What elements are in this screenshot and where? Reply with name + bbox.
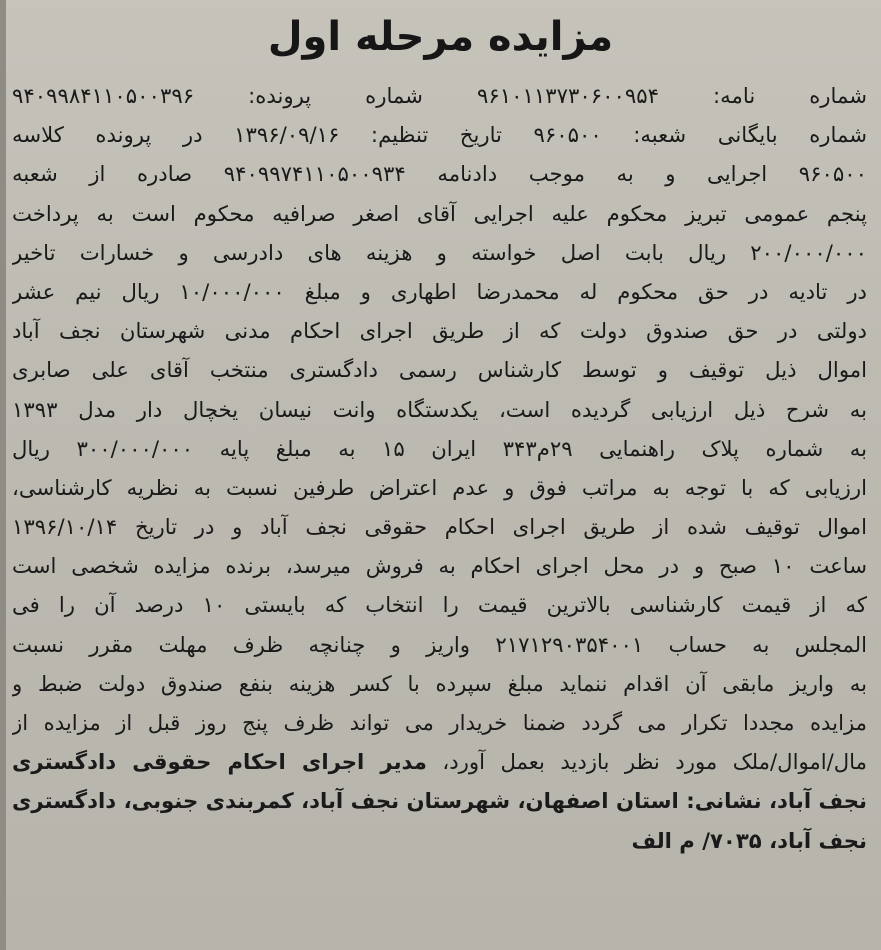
body-line: ساعت ۱۰ صبح و در محل اجرای احکام به فروش میرسد، برنده مزایده شخصی است	[12, 553, 867, 579]
visit-sentence: مال/اموال/ملک مورد نظر بازدید بعمل آورد،	[442, 749, 867, 775]
notice-title: مزایده مرحله اول	[267, 14, 614, 60]
body-line: ۲۰۰/۰۰۰/۰۰۰ ریال بابت اصل خواسته و هزینه های دادرسی و خسارات تاخیر	[12, 239, 867, 265]
body-line: به شرح ذیل ارزیابی گردیده است، یکدستگاه وانت نیسان یخچال دار مدل ۱۳۹۳	[12, 396, 867, 422]
paper-edge	[0, 0, 6, 950]
body-line: ۹۶۰۵۰۰ اجرایی و به موجب دادنامه ۹۴۰۹۹۷۴۱۱۰۵۰۰۹۳۴ صادره از شعبه	[12, 161, 867, 187]
body-line: در تادیه در حق محکوم له محمدرضا اطهاری و مبلغ ۱۰/۰۰۰/۰۰۰ ریال نیم عشر	[12, 278, 867, 304]
notice-reference: نجف آباد، ۷۰۳۵/ م الف	[631, 827, 867, 853]
body-line: پنجم عمومی تبریز محکوم علیه اجرایی آقای اصغر صرافیه محکوم است به پرداخت	[12, 200, 867, 226]
body-line: شماره بایگانی شعبه: ۹۶۰۵۰۰ تاریخ تنظیم: ۱۳۹۶/۰۹/۱۶ در پرونده کلاسه	[12, 122, 867, 148]
body-line: شماره نامه: ۹۶۱۰۱۱۳۷۳۰۶۰۰۹۵۴ شماره پرونده: ۹۴۰۹۹۸۴۱۱۰۵۰۰۳۹۶	[12, 83, 867, 108]
body-line: ارزیابی که با توجه به مراتب فوق و عدم اعتراض طرفین نسبت به نظریه کارشناسی،	[12, 474, 867, 500]
body-line: المجلس به حساب ۲۱۷۱۲۹۰۳۵۴۰۰۱ واریز و چنانچه ظرف مهلت مقرر نسبت	[12, 631, 867, 657]
signatory-title: مدیر اجرای احکام حقوقی دادگستری	[12, 749, 427, 775]
body-line: اموال ذیل توقیف و توسط کارشناس رسمی دادگستری منتخب آقای علی صابری	[12, 357, 867, 383]
body-line-signature-start	[12, 742, 867, 781]
body-line: اموال توقیف شده از طریق اجرای احکام حقوقی نجف آباد و در تاریخ ۱۳۹۶/۱۰/۱۴	[12, 514, 867, 540]
body-line: که از قیمت کارشناسی بالاترین قیمت را انتخاب که بایستی ۱۰ درصد آن را فی	[12, 592, 867, 618]
signatory-address: نجف آباد، نشانی: استان اصفهان، شهرستان نجف آباد، کمربندی جنوبی، دادگستری	[12, 788, 867, 814]
body-line: دولتی در حق صندوق دولت که از طریق اجرای احکام مدنی شهرستان نجف آباد	[12, 318, 867, 344]
body-line: به واریز مابقی آن اقدام ننماید مبلغ سپرده با کسر هزینه بنفع صندوق دولت ضبط و	[12, 670, 867, 696]
notice-body	[12, 76, 867, 860]
body-line: به شماره پلاک راهنمایی ۲۹م۳۴۳ ایران ۱۵ به مبلغ پایه ۳۰۰/۰۰۰/۰۰۰ ریال	[12, 435, 867, 461]
body-line: مزایده مجددا تکرار می گردد ضمنا خریدار می تواند ظرف پنج روز قبل از مزایده از	[12, 710, 867, 735]
